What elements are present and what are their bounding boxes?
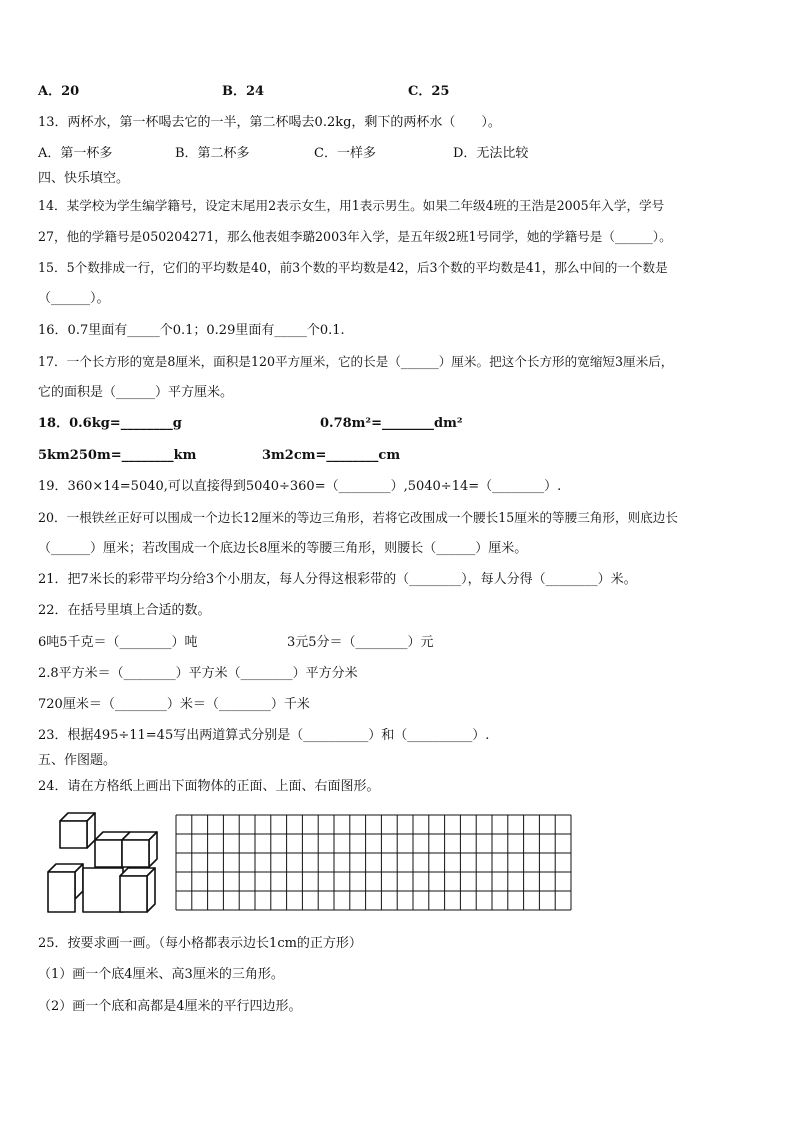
q18-item-d: 3m2cm=________cm bbox=[262, 448, 401, 463]
q25-stem: 25．按要求画一画。（每小格都表示边长1cm的正方形） bbox=[38, 936, 362, 951]
q15-line-2: （______）。 bbox=[38, 291, 110, 306]
q13-option-a: A．第一杯多 bbox=[38, 146, 113, 161]
q12-option-b: B．24 bbox=[222, 84, 265, 99]
q15-line-1: 15．5个数排成一行，它们的平均数是40，前3个数的平均数是42，后3个数的平均数是41，那么中间的一个数是 bbox=[38, 260, 668, 275]
q18-item-b: 0.78m²=________dm² bbox=[320, 416, 463, 431]
q20-line-1: 20．一根铁丝正好可以围成一个边长12厘米的等边三角形，若将它改围成一个腰长15厘米的等腰三角形，则底边长 bbox=[38, 510, 678, 525]
q13-option-d: D．无法比较 bbox=[453, 146, 529, 161]
q22-item-b: 3元5分＝（________）元 bbox=[287, 635, 434, 650]
q21: 21．把7米长的彩带平均分给3个小朋友，每人分得这根彩带的（________），每人分得（________）米。 bbox=[38, 572, 637, 587]
q13-stem: 13．两杯水，第一杯喝去它的一半，第二杯喝去0.2kg，剩下的两杯水（ ）。 bbox=[38, 115, 501, 130]
section-4-heading: 四、快乐填空。 bbox=[38, 171, 130, 186]
section-5-heading: 五、作图题。 bbox=[38, 753, 117, 768]
q17-line-2: 它的面积是（______）平方厘米。 bbox=[38, 385, 234, 400]
q22-item-a: 6吨5千克＝（________）吨 bbox=[38, 635, 198, 650]
grid-paper[interactable] bbox=[176, 815, 571, 910]
q25-part-2: （2）画一个底和高都是4厘米的平行四边形。 bbox=[38, 999, 302, 1014]
q22-item-d: 720厘米＝（________）米＝（________）千米 bbox=[38, 697, 310, 712]
q19: 19．360×14=5040,可以直接得到5040÷360=（________）,5040÷14=（________）. bbox=[38, 479, 562, 494]
q12-option-c: C．25 bbox=[408, 84, 450, 99]
q22-item-c: 2.8平方米＝（________）平方米（________）平方分米 bbox=[38, 666, 358, 681]
q20-line-2: （______）厘米；若改围成一个底边长8厘米的等腰三角形，则腰长（______）厘米。 bbox=[38, 541, 528, 556]
cube-stack-drawing bbox=[48, 813, 157, 912]
q13-option-b: B．第二杯多 bbox=[175, 146, 250, 161]
q24-stem: 24．请在方格纸上画出下面物体的正面、上面、右面图形。 bbox=[38, 779, 380, 794]
q14-line-1: 14．某学校为学生编学籍号，设定末尾用2表示女生，用1表示男生。如果二年级4班的王浩是2005年入学，学号 bbox=[38, 198, 665, 213]
q25-part-1: （1）画一个底4厘米、高3厘米的三角形。 bbox=[38, 967, 284, 982]
q14-line-2: 27，他的学籍号是050204271，那么他表姐李璐2003年入学，是五年级2班1号同学，她的学籍号是（______）。 bbox=[38, 229, 672, 244]
q18-item-a: 18．0.6kg=________g bbox=[38, 416, 182, 431]
q24-figure bbox=[40, 808, 580, 918]
q18-item-c: 5km250m=________km bbox=[38, 448, 197, 463]
q16: 16．0.7里面有_____个0.1；0.29里面有_____个0.1. bbox=[38, 323, 345, 338]
q17-line-1: 17．一个长方形的宽是8厘米，面积是120平方厘米，它的长是（______）厘米。把这个长方形的宽缩短3厘米后， bbox=[38, 354, 674, 369]
q13-option-c: C．一样多 bbox=[314, 146, 376, 161]
q23: 23．根据495÷11=45写出两道算式分别是（__________）和（__________）. bbox=[38, 728, 490, 743]
q22-stem: 22．在括号里填上合适的数。 bbox=[38, 603, 211, 618]
q12-option-a: A．20 bbox=[38, 84, 80, 99]
